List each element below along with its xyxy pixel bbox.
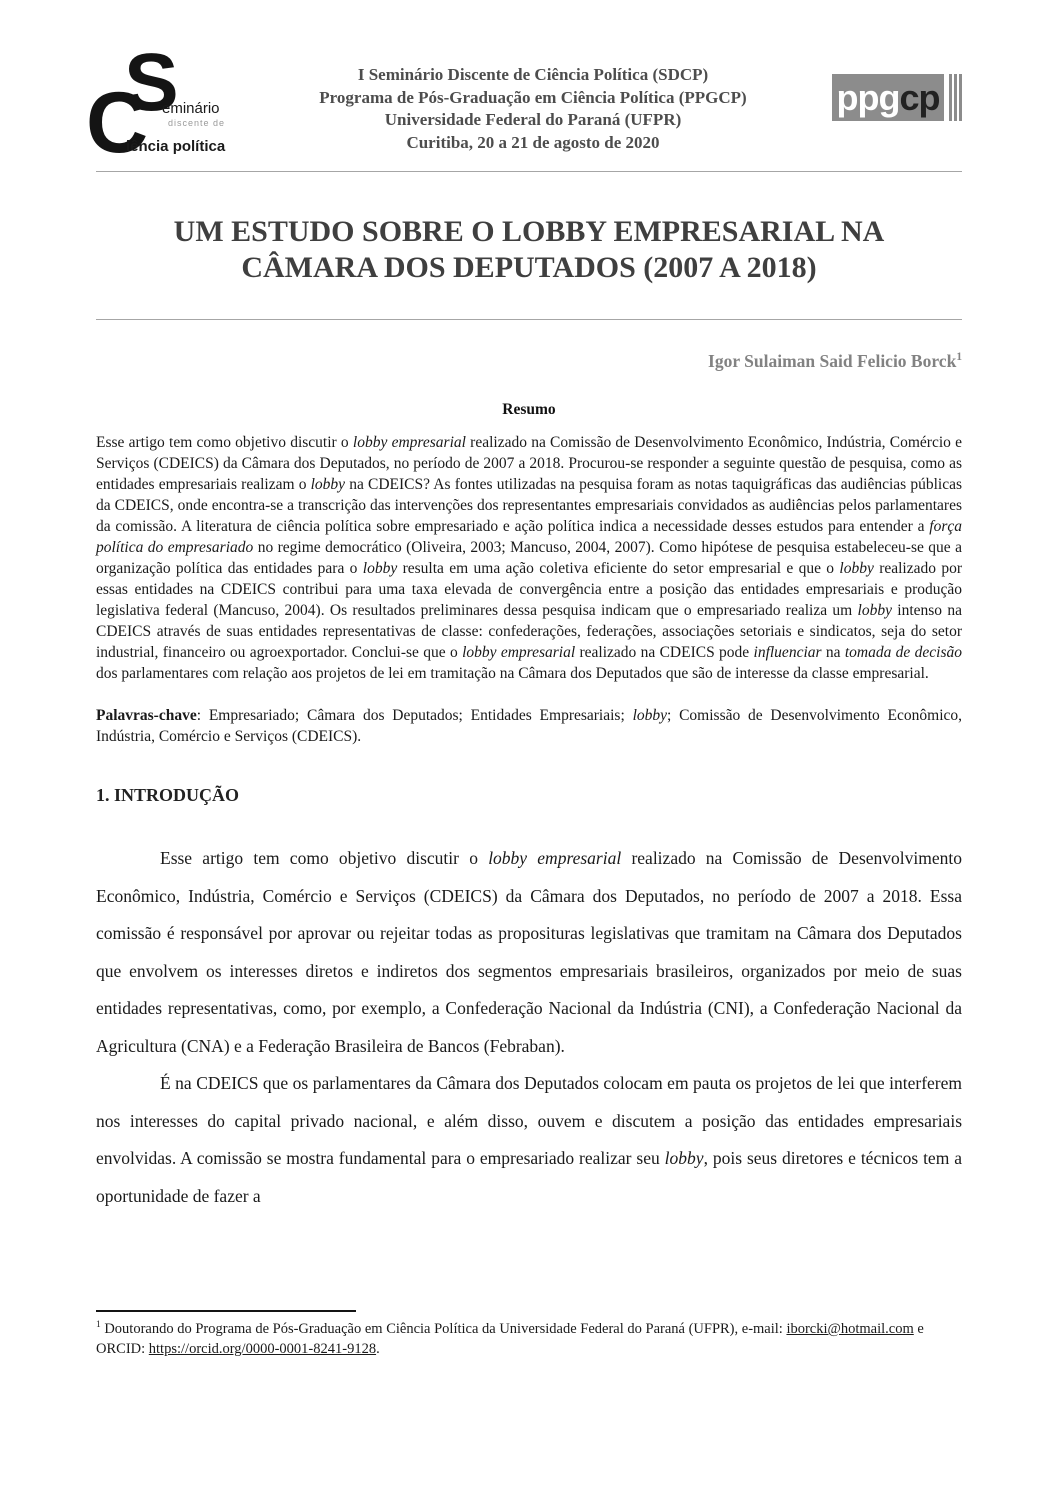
event-header-line-1: I Seminário Discente de Ciência Política (SDCP) (357, 65, 709, 84)
ppgcp-logo-ppg-text: ppg (836, 76, 900, 118)
link[interactable]: iborcki@hotmail.com (786, 1321, 914, 1337)
footnote-divider (96, 1310, 356, 1312)
sdcp-logo-discente-text: discente de (168, 118, 226, 128)
author-name: Igor Sulaiman Said Felicio Borck$^1$ (708, 351, 962, 371)
event-header-line-2: Programa de Pós-Graduação em Ciência Política (PPGCP) (319, 87, 747, 107)
title-divider (96, 319, 962, 320)
ppgcp-logo-cp-text: cp (899, 76, 940, 118)
section-heading-introduction: 1. INTRODUÇÃO (96, 785, 240, 805)
sdcp-seminar-logo (86, 37, 234, 171)
sdcp-logo-seminario-text: eminário (162, 100, 220, 117)
introduction-paragraph-2: É na CDEICS que os parlamentares da Câmara dos Deputados colocam em pauta os projetos de lei que interferem nos interesses do capital privado nacional, e além disso, ouvem e discutem a posição das entidades empresariais envolvidas. A comissão se mostra fundamental para o empresariado realizar seu lobby, pois seus diretores e técnicos tem a oportunidade de fazer a (96, 1073, 962, 1206)
sdcp-logo-s-glyph: S (124, 37, 179, 128)
ppgcp-logo-box (832, 74, 944, 121)
link[interactable]: https://orcid.org/0000-0001-8241-9128 (148, 1341, 377, 1357)
masthead (86, 37, 962, 171)
paper-title: UM ESTUDO SOBRE O LOBBY EMPRESARIAL NA CÂMARA DOS DEPUTADOS (2007 A 2018) (173, 215, 885, 284)
introduction-paragraph-1: Esse artigo tem como objetivo discutir o lobby empresarial realizado na Comissão de Desenvolvimento Econômico, Indústria, Comércio e Serviços (CDEICS) da Câmara dos Deputados, no período de 2007 a 2018. Essa comissão é responsável por aprovar ou rejeitar todas as proposituras legislativas que tramitam na Câmara dos Deputados que envolvem os interesses diretos e indiretos dos segmentos empresariais brasileiros, organizados por meio de suas entidades representativas, como, por exemplo, a Confederação Nacional da Indústria (CNI), a Confederação Nacional da Agricultura (CNA) e a Federação Brasileira de Bancos (Febraban). (96, 848, 962, 1056)
keywords-text: Palavras-chave: Empresariado; Câmara dos Deputados; Entidades Empresariais; lobby; Comissão de Desenvolvimento Econômico, Indústria, Comércio e Serviços (CDEICS). (96, 707, 963, 745)
ppgcp-logo (832, 74, 962, 121)
ppgcp-logo-stripes (947, 74, 962, 121)
event-header-line-4: Curitiba, 20 a 21 de agosto de 2020 (406, 132, 660, 152)
sdcp-logo-c-glyph: C (86, 75, 149, 171)
footnote-text: $^1$ Doutorando do Programa de Pós-Graduação em Ciência Política da Universidade Federal do Paraná (UFPR), e-mail: iborcki@hotmail.com e ORCID: https://orcid.org/0000-0001-8241-9128. (96, 1320, 924, 1357)
event-header-line-3: Universidade Federal do Paraná (UFPR) (384, 110, 682, 129)
header-divider (96, 171, 962, 172)
event-header (234, 54, 832, 154)
sdcp-logo-ciencia-text: iência política (126, 138, 226, 155)
footnote-block (96, 1310, 962, 1374)
abstract-heading: Resumo (502, 401, 556, 418)
abstract-text: Esse artigo tem como objetivo discutir o lobby empresarial realizado na Comissão de Desenvolvimento Econômico, Indústria, Comércio e Serviços (CDEICS) da Câmara dos Deputados, no período de 2007 a 2018. Procurou-se responder a seguinte questão de pesquisa, como as entidades empresariais realizam o lobby na CDEICS? As fontes utilizadas na pesquisa foram as notas taquigráficas das audiências públicas da CDEICS, onde encontra-se a transcrição das intervenções dos representantes empresariais convidados as audiências pelos parlamentares da comissão. A literatura de ciência política sobre empresariado e ação política indica a necessidade desses estudos para entender a força política do empresariado no regime democrático (Oliveira, 2003; Mancuso, 2004, 2007). Como hipótese de pesquisa estabeleceu-se que a organização política das entidades para o lobby resulta em uma ação coletiva eficiente do setor empresarial e que o lobby realizado por essas entidades na CDEICS contribui para uma taxa elevada de convergência entre a posição das entidades empresariais e produção legislativa federal (Mancuso, 2004). Os resultados preliminares dessa pesquisa indicam que o empresariado realiza um lobby intenso na CDEICS através de suas entidades representativas de classe: confederações, federações, associações setoriais e sindicatos, seja do setor industrial, financeiro ou agroexportador. Conclui-se que o lobby empresarial realizado na CDEICS pode influenciar na tomada de decisão dos parlamentares com relação aos projetos de lei em tramitação na Câmara dos Deputados que são de interesse da classe empresarial. (96, 434, 962, 682)
